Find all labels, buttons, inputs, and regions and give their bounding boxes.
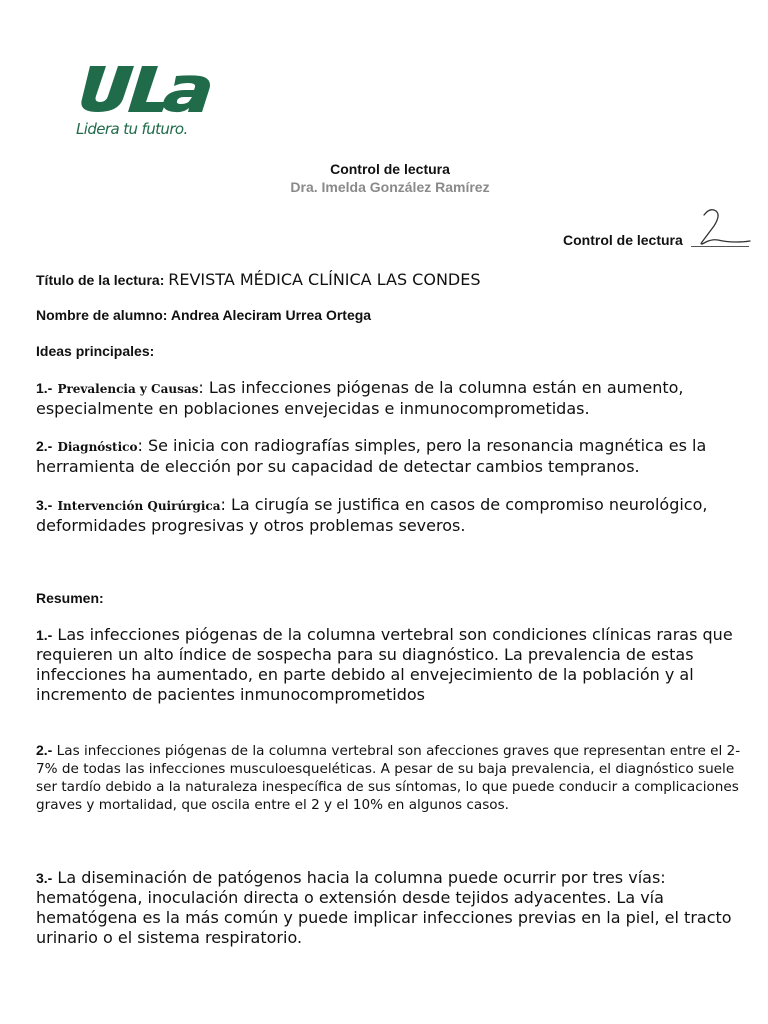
page-title: Control de lectura <box>330 161 450 177</box>
summary-number: 3.- <box>36 870 53 886</box>
ula-wordmark-logo <box>76 62 216 114</box>
idea-label: Intervención Quirúrgica <box>57 499 221 513</box>
summary-paragraph-1 <box>36 625 752 705</box>
logo-tagline: Lidera tu futuro. <box>76 120 188 138</box>
idea-text: : Se inicia con radiografías simples, pero la resonancia magnética es la herramienta de elección por su capacidad de detectar cambios tempranos. <box>36 436 707 476</box>
main-idea-3 <box>36 495 756 536</box>
student-name-field <box>36 307 371 323</box>
ula-logo <box>76 62 216 142</box>
summary-heading: Resumen: <box>36 590 104 606</box>
student-name-value: Andrea Aleciram Urrea Ortega <box>170 307 372 323</box>
reading-title-label: Título de la lectura: <box>36 272 165 288</box>
idea-number: 1.- <box>36 380 53 396</box>
summary-text: Las infecciones piógenas de la columna vertebral son afecciones graves que representan entre el 2-7% de todas las infecciones musculoesqueléticas. A pesar de su baja prevalencia, el diagnóstico suele ser tardío debido a la naturaleza inespecífica de sus síntomas, lo que puede conducir a complicaciones graves y mortalidad, que oscila entre el 2 y el 10% en algunos casos. <box>36 743 741 813</box>
summary-text: La diseminación de patógenos hacia la columna puede ocurrir por tres vías: hematógena, inoculación directa o extensión desde tejidos adyacentes. La vía hematógena es la más común y puede implicar infecciones previas en la piel, el tracto urinario o el sistema respiratorio. <box>36 868 732 947</box>
main-idea-2 <box>36 436 756 477</box>
handwritten-number-two <box>696 206 752 248</box>
main-idea-1 <box>36 378 756 419</box>
control-number-label: Control de lectura <box>563 232 683 248</box>
idea-number: 3.- <box>36 497 53 513</box>
idea-text: : Las infecciones piógenas de la columna están en aumento, especialmente en poblaciones envejecidas e inmunocomprometidas. <box>36 378 684 418</box>
student-name-label: Nombre de alumno: <box>36 307 168 323</box>
main-ideas-heading: Ideas principales: <box>36 343 155 359</box>
summary-text: Las infecciones piógenas de la columna vertebral son condiciones clínicas raras que requieren un alto índice de sospecha para su diagnóstico. La prevalencia de estas infecciones ha aumentado, en parte debido al envejecimiento de la población y al incremento de pacientes inmunocomprometidos <box>36 625 733 704</box>
idea-text: : La cirugía se justifica en casos de compromiso neurológico, deformidades progresivas y otros problemas severos. <box>36 495 708 535</box>
idea-label: Diagnóstico <box>57 440 138 454</box>
summary-paragraph-3 <box>36 868 752 948</box>
author-name: Dra. Imelda González Ramírez <box>290 179 490 195</box>
summary-number: 1.- <box>36 627 53 643</box>
summary-paragraph-2 <box>36 741 752 814</box>
idea-number: 2.- <box>36 438 53 454</box>
reading-title-field <box>36 270 481 289</box>
reading-title-value: REVISTA MÉDICA CLÍNICA LAS CONDES <box>168 270 481 289</box>
summary-number: 2.- <box>36 742 53 758</box>
idea-label: Prevalencia y Causas <box>57 382 199 396</box>
